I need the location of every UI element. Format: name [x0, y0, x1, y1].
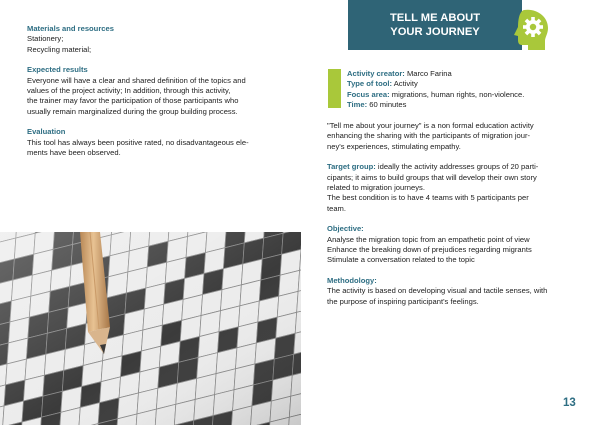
evaluation-title: Evaluation — [27, 127, 66, 137]
materials-title: Materials and resources — [27, 24, 114, 33]
page-number: 13 — [563, 397, 576, 409]
intro-line: "Tell me about your journey" is a non formal education activity — [327, 121, 534, 130]
evaluation-line: This tool has always been positive rated, no disadvantageous ele- — [27, 137, 249, 147]
objective-title: Objective: — [327, 224, 364, 234]
meta-type: Type of tool: Activity — [347, 79, 418, 89]
intro-line: enhancing the sharing with the participants of migration jour- — [327, 131, 531, 141]
objective-line: Enhance the breaking down of prejudices regarding migrants — [327, 245, 532, 255]
materials-section — [27, 24, 277, 55]
expected-section — [27, 65, 277, 117]
materials-line: Stationery; — [27, 34, 64, 44]
target-line: team. — [327, 203, 346, 213]
target-line: The best condition is to have 4 teams with 5 participants per — [327, 193, 529, 203]
expected-line: the trainer may favor the participation of those participants who — [27, 96, 239, 106]
crossword-photo-image — [0, 232, 301, 425]
meta-time: Time: 60 minutes — [347, 99, 407, 109]
target-line: related to migration journeys. — [327, 183, 425, 193]
materials-line: Recycling material; — [27, 44, 92, 54]
right-column — [327, 121, 582, 317]
evaluation-section — [27, 127, 277, 158]
objective-line: Analyse the migration topic from an empathetic point of view — [327, 234, 530, 244]
methodology-section — [327, 276, 582, 307]
methodology-title: Methodology: — [327, 275, 377, 285]
meta-focus: Focus area: migrations, human rights, non-violence. — [347, 89, 525, 99]
activity-meta — [347, 69, 524, 110]
methodology-line: The activity is based on developing visual and tactile senses, with — [327, 286, 548, 296]
evaluation-line: ments have been observed. — [27, 148, 121, 158]
methodology-line: the purpose of inspiring participant's feelings. — [327, 296, 479, 306]
head-gear-icon — [510, 8, 550, 52]
accent-bar — [328, 69, 341, 108]
expected-line: values of the project activity; In addition, through this activity, — [27, 86, 231, 96]
target-line: Target group: ideally the activity addresses groups of 20 parti- — [327, 162, 539, 172]
banner-line-2: YOUR JOURNEY — [390, 25, 480, 38]
banner-line-1: TELL ME ABOUT — [389, 12, 481, 24]
crossword-pencil-photo — [0, 232, 301, 425]
meta-creator: Activity creator: Marco Farina — [347, 69, 452, 78]
expected-line: usually remain marginalized during the group building process. — [27, 106, 238, 116]
intro-section — [327, 121, 582, 152]
expected-title: Expected results — [27, 65, 88, 75]
intro-line: ney's experiences, stimulating empathy. — [327, 141, 461, 151]
objective-line: Stimulate a conversation related to the topic — [327, 255, 475, 265]
left-column — [27, 24, 277, 168]
title-banner — [348, 0, 522, 50]
expected-line: Everyone will have a clear and shared definition of the topics and — [27, 75, 246, 85]
objective-section — [327, 224, 582, 266]
target-line: cipants; it aims to build groups that will develop their own story — [327, 172, 537, 182]
target-section — [327, 162, 582, 214]
